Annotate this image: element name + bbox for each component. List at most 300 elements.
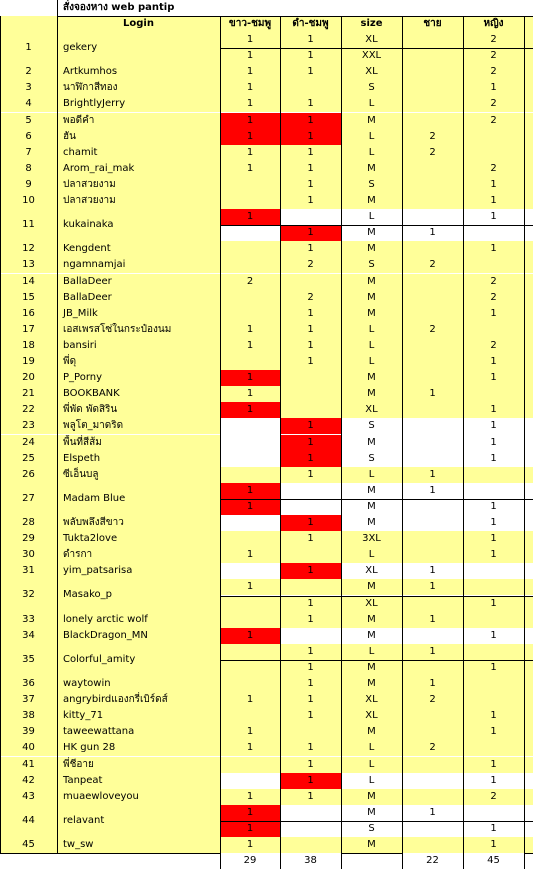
login-name[interactable]: yim_patsarisa <box>57 563 220 579</box>
row-number[interactable]: 32 <box>0 579 57 611</box>
row-number[interactable]: 38 <box>0 708 57 724</box>
female-qty[interactable] <box>463 467 524 483</box>
black-pink-qty[interactable]: 1 <box>280 451 341 467</box>
male-qty[interactable] <box>402 338 463 354</box>
login-name[interactable]: lonely arctic wolf <box>57 612 220 628</box>
size-value[interactable]: M <box>341 274 402 290</box>
empty-cell[interactable] <box>524 660 533 676</box>
empty-cell[interactable] <box>524 708 533 724</box>
empty-cell[interactable] <box>524 789 533 805</box>
white-pink-qty[interactable] <box>220 757 280 773</box>
row-number[interactable]: 26 <box>0 467 57 483</box>
row-number[interactable]: 16 <box>0 306 57 322</box>
male-qty[interactable] <box>402 370 463 386</box>
white-pink-qty[interactable] <box>220 177 280 193</box>
size-value[interactable]: L <box>341 354 402 370</box>
empty-cell[interactable] <box>524 209 533 225</box>
black-pink-qty[interactable] <box>280 274 341 290</box>
empty-cell[interactable] <box>524 354 533 370</box>
empty-cell[interactable] <box>524 805 533 821</box>
male-qty[interactable] <box>402 821 463 837</box>
login-name[interactable]: Madam Blue <box>57 483 220 515</box>
black-pink-qty[interactable]: 1 <box>280 644 341 660</box>
white-pink-qty[interactable]: 1 <box>220 386 280 402</box>
black-pink-qty[interactable]: 2 <box>280 257 341 273</box>
size-value[interactable]: M <box>341 579 402 595</box>
female-qty[interactable]: 2 <box>463 290 524 306</box>
row-number[interactable]: 24 <box>0 435 57 451</box>
white-pink-qty[interactable]: 1 <box>220 48 280 64</box>
female-qty[interactable] <box>463 644 524 660</box>
login-name[interactable]: chamit <box>57 145 220 161</box>
female-qty[interactable]: 1 <box>463 628 524 644</box>
female-qty[interactable]: 1 <box>463 773 524 789</box>
size-value[interactable]: M <box>341 676 402 692</box>
white-pink-qty[interactable]: 1 <box>220 499 280 515</box>
row-number[interactable]: 45 <box>0 837 57 853</box>
login-name[interactable]: tw_sw <box>57 837 220 853</box>
female-qty[interactable] <box>463 225 524 241</box>
black-pink-qty[interactable] <box>280 821 341 837</box>
female-qty[interactable]: 1 <box>463 547 524 563</box>
empty-cell[interactable] <box>524 113 533 129</box>
black-pink-qty[interactable]: 1 <box>280 338 341 354</box>
row-number[interactable]: 27 <box>0 483 57 515</box>
black-pink-qty[interactable]: 1 <box>280 515 341 531</box>
female-qty[interactable] <box>463 579 524 595</box>
total-female[interactable]: 45 <box>463 853 524 869</box>
size-value[interactable]: L <box>341 145 402 161</box>
female-qty[interactable] <box>463 805 524 821</box>
black-pink-qty[interactable]: 1 <box>280 789 341 805</box>
empty-cell[interactable] <box>524 579 533 595</box>
black-pink-qty[interactable]: 1 <box>280 306 341 322</box>
size-value[interactable]: M <box>341 483 402 499</box>
black-pink-qty[interactable] <box>280 386 341 402</box>
female-qty[interactable]: 1 <box>463 402 524 418</box>
white-pink-qty[interactable] <box>220 241 280 257</box>
empty-cell[interactable] <box>524 338 533 354</box>
login-name[interactable]: BlackDragon_MN <box>57 628 220 644</box>
login-name[interactable]: angrybirdแองกรี่เบิร์ดส์ <box>57 692 220 708</box>
white-pink-qty[interactable] <box>220 612 280 628</box>
row-number[interactable]: 43 <box>0 789 57 805</box>
white-pink-qty[interactable] <box>220 676 280 692</box>
size-value[interactable]: M <box>341 612 402 628</box>
row-number[interactable]: 10 <box>0 193 57 209</box>
female-qty[interactable]: 1 <box>463 451 524 467</box>
empty-cell[interactable] <box>524 451 533 467</box>
male-qty[interactable] <box>402 48 463 64</box>
male-qty[interactable]: 2 <box>402 257 463 273</box>
male-qty[interactable]: 1 <box>402 467 463 483</box>
male-qty[interactable] <box>402 547 463 563</box>
login-name[interactable]: relavant <box>57 805 220 837</box>
male-qty[interactable] <box>402 596 463 612</box>
row-number[interactable]: 35 <box>0 644 57 676</box>
black-pink-qty[interactable] <box>280 402 341 418</box>
white-pink-qty[interactable] <box>220 644 280 660</box>
female-qty[interactable]: 1 <box>463 418 524 434</box>
login-name[interactable]: ปลาสวยงาม <box>57 177 220 193</box>
male-qty[interactable] <box>402 177 463 193</box>
size-value[interactable]: M <box>341 628 402 644</box>
male-qty[interactable] <box>402 515 463 531</box>
size-value[interactable]: L <box>341 740 402 756</box>
white-pink-qty[interactable] <box>220 435 280 451</box>
size-value[interactable]: L <box>341 209 402 225</box>
female-qty[interactable] <box>463 612 524 628</box>
row-number[interactable]: 12 <box>0 241 57 257</box>
empty-cell[interactable] <box>524 483 533 499</box>
male-qty[interactable] <box>402 773 463 789</box>
black-pink-qty[interactable]: 1 <box>280 740 341 756</box>
size-value[interactable]: XL <box>341 708 402 724</box>
empty-cell[interactable] <box>524 628 533 644</box>
female-qty[interactable] <box>463 676 524 692</box>
header-white-pink[interactable]: ขาว-ชมพู <box>220 16 280 32</box>
empty-cell[interactable] <box>524 370 533 386</box>
empty-cell[interactable] <box>524 193 533 209</box>
female-qty[interactable] <box>463 692 524 708</box>
black-pink-qty[interactable] <box>280 579 341 595</box>
size-value[interactable]: L <box>341 644 402 660</box>
male-qty[interactable] <box>402 96 463 112</box>
login-name[interactable]: BOOKBANK <box>57 386 220 402</box>
male-qty[interactable] <box>402 113 463 129</box>
black-pink-qty[interactable]: 1 <box>280 145 341 161</box>
header-size[interactable]: size <box>341 16 402 32</box>
empty-cell[interactable] <box>524 80 533 96</box>
male-qty[interactable]: 1 <box>402 225 463 241</box>
header-male[interactable]: ชาย <box>402 16 463 32</box>
size-value[interactable]: S <box>341 821 402 837</box>
row-number[interactable]: 6 <box>0 129 57 145</box>
login-name[interactable]: Masako_p <box>57 579 220 611</box>
size-value[interactable]: M <box>341 193 402 209</box>
male-qty[interactable] <box>402 32 463 48</box>
black-pink-qty[interactable]: 1 <box>280 354 341 370</box>
male-qty[interactable]: 2 <box>402 129 463 145</box>
black-pink-qty[interactable]: 1 <box>280 64 341 80</box>
female-qty[interactable]: 2 <box>463 64 524 80</box>
size-value[interactable]: M <box>341 660 402 676</box>
empty-cell[interactable] <box>524 402 533 418</box>
female-qty[interactable]: 1 <box>463 241 524 257</box>
female-qty[interactable]: 1 <box>463 708 524 724</box>
male-qty[interactable] <box>402 435 463 451</box>
black-pink-qty[interactable] <box>280 628 341 644</box>
white-pink-qty[interactable] <box>220 290 280 306</box>
row-number[interactable]: 41 <box>0 757 57 773</box>
size-value[interactable]: M <box>341 789 402 805</box>
male-qty[interactable] <box>402 628 463 644</box>
male-qty[interactable]: 1 <box>402 644 463 660</box>
white-pink-qty[interactable] <box>220 660 280 676</box>
empty-cell[interactable] <box>524 757 533 773</box>
empty-cell[interactable] <box>524 161 533 177</box>
male-qty[interactable] <box>402 418 463 434</box>
empty-cell[interactable] <box>524 676 533 692</box>
male-qty[interactable] <box>402 64 463 80</box>
size-value[interactable]: M <box>341 241 402 257</box>
white-pink-qty[interactable] <box>220 708 280 724</box>
size-value[interactable]: L <box>341 467 402 483</box>
male-qty[interactable] <box>402 789 463 805</box>
male-qty[interactable] <box>402 724 463 740</box>
male-qty[interactable] <box>402 306 463 322</box>
login-name[interactable]: พี่ชีอาย <box>57 757 220 773</box>
size-value[interactable]: S <box>341 418 402 434</box>
empty-cell[interactable] <box>524 596 533 612</box>
male-qty[interactable] <box>402 660 463 676</box>
row-number[interactable]: 31 <box>0 563 57 579</box>
size-value[interactable]: S <box>341 177 402 193</box>
size-value[interactable]: M <box>341 515 402 531</box>
male-qty[interactable]: 1 <box>402 805 463 821</box>
black-pink-qty[interactable]: 1 <box>280 48 341 64</box>
size-value[interactable]: S <box>341 80 402 96</box>
black-pink-qty[interactable]: 1 <box>280 660 341 676</box>
white-pink-qty[interactable] <box>220 515 280 531</box>
empty-cell[interactable] <box>524 531 533 547</box>
empty-cell[interactable] <box>524 290 533 306</box>
size-value[interactable]: L <box>341 96 402 112</box>
row-number[interactable]: 5 <box>0 113 57 129</box>
row-number[interactable]: 2 <box>0 64 57 80</box>
black-pink-qty[interactable]: 1 <box>280 113 341 129</box>
black-pink-qty[interactable] <box>280 724 341 740</box>
row-number[interactable]: 29 <box>0 531 57 547</box>
female-qty[interactable]: 1 <box>463 757 524 773</box>
male-qty[interactable]: 1 <box>402 676 463 692</box>
size-value[interactable]: M <box>341 306 402 322</box>
black-pink-qty[interactable] <box>280 805 341 821</box>
white-pink-qty[interactable]: 1 <box>220 322 280 338</box>
size-value[interactable]: M <box>341 837 402 853</box>
login-name[interactable]: ngamnamjai <box>57 257 220 273</box>
female-qty[interactable]: 2 <box>463 113 524 129</box>
female-qty[interactable] <box>463 483 524 499</box>
black-pink-qty[interactable]: 1 <box>280 177 341 193</box>
male-qty[interactable] <box>402 193 463 209</box>
login-name[interactable]: Kengdent <box>57 241 220 257</box>
male-qty[interactable] <box>402 451 463 467</box>
size-value[interactable]: XL <box>341 563 402 579</box>
white-pink-qty[interactable]: 1 <box>220 338 280 354</box>
black-pink-qty[interactable]: 1 <box>280 241 341 257</box>
login-name[interactable]: Arom_rai_mak <box>57 161 220 177</box>
white-pink-qty[interactable]: 1 <box>220 805 280 821</box>
login-name[interactable]: Artkumhos <box>57 64 220 80</box>
white-pink-qty[interactable]: 1 <box>220 370 280 386</box>
login-name[interactable]: muaewloveyou <box>57 789 220 805</box>
row-number[interactable]: 34 <box>0 628 57 644</box>
female-qty[interactable]: 1 <box>463 499 524 515</box>
row-number[interactable]: 19 <box>0 354 57 370</box>
size-value[interactable]: M <box>341 161 402 177</box>
total-black-pink[interactable]: 38 <box>280 853 341 869</box>
female-qty[interactable]: 1 <box>463 209 524 225</box>
male-qty[interactable]: 1 <box>402 483 463 499</box>
empty-cell[interactable] <box>524 644 533 660</box>
female-qty[interactable] <box>463 386 524 402</box>
black-pink-qty[interactable] <box>280 547 341 563</box>
male-qty[interactable] <box>402 354 463 370</box>
female-qty[interactable]: 2 <box>463 161 524 177</box>
female-qty[interactable]: 2 <box>463 789 524 805</box>
size-value[interactable]: L <box>341 129 402 145</box>
row-number[interactable]: 11 <box>0 209 57 241</box>
male-qty[interactable] <box>402 499 463 515</box>
row-number[interactable]: 14 <box>0 274 57 290</box>
black-pink-qty[interactable]: 1 <box>280 467 341 483</box>
header-login[interactable]: Login <box>57 16 220 32</box>
white-pink-qty[interactable] <box>220 467 280 483</box>
female-qty[interactable]: 2 <box>463 96 524 112</box>
female-qty[interactable] <box>463 257 524 273</box>
male-qty[interactable] <box>402 290 463 306</box>
login-name[interactable]: BrightlyJerry <box>57 96 220 112</box>
empty-cell[interactable] <box>524 241 533 257</box>
black-pink-qty[interactable]: 1 <box>280 418 341 434</box>
row-number[interactable]: 40 <box>0 740 57 756</box>
white-pink-qty[interactable] <box>220 418 280 434</box>
row-number[interactable]: 9 <box>0 177 57 193</box>
login-name[interactable]: JB_Milk <box>57 306 220 322</box>
empty-cell[interactable] <box>524 145 533 161</box>
white-pink-qty[interactable] <box>220 193 280 209</box>
header-black-pink[interactable]: ดำ-ชมพู <box>280 16 341 32</box>
row-number[interactable]: 22 <box>0 402 57 418</box>
row-number[interactable]: 1 <box>0 32 57 64</box>
black-pink-qty[interactable]: 1 <box>280 676 341 692</box>
row-number[interactable]: 18 <box>0 338 57 354</box>
size-value[interactable]: M <box>341 386 402 402</box>
size-value[interactable]: M <box>341 435 402 451</box>
login-name[interactable]: Tanpeat <box>57 773 220 789</box>
empty-cell[interactable] <box>524 177 533 193</box>
black-pink-qty[interactable]: 1 <box>280 435 341 451</box>
header-female[interactable]: หญิง <box>463 16 524 32</box>
empty-cell[interactable] <box>524 692 533 708</box>
black-pink-qty[interactable]: 1 <box>280 563 341 579</box>
login-name[interactable]: พี่พัด พัดสิริน <box>57 402 220 418</box>
female-qty[interactable]: 1 <box>463 515 524 531</box>
size-value[interactable]: 3XL <box>341 531 402 547</box>
login-name[interactable]: Colorful_amity <box>57 644 220 676</box>
female-qty[interactable]: 1 <box>463 370 524 386</box>
black-pink-qty[interactable]: 1 <box>280 596 341 612</box>
female-qty[interactable]: 1 <box>463 660 524 676</box>
female-qty[interactable]: 1 <box>463 177 524 193</box>
login-name[interactable]: BallaDeer <box>57 290 220 306</box>
white-pink-qty[interactable]: 1 <box>220 64 280 80</box>
female-qty[interactable]: 1 <box>463 837 524 853</box>
black-pink-qty[interactable]: 1 <box>280 193 341 209</box>
login-name[interactable]: taweewattana <box>57 724 220 740</box>
login-name[interactable]: ปลาสวยงาม <box>57 193 220 209</box>
empty-cell[interactable] <box>524 837 533 853</box>
row-number[interactable]: 8 <box>0 161 57 177</box>
size-value[interactable]: M <box>341 290 402 306</box>
size-value[interactable]: XL <box>341 64 402 80</box>
size-value[interactable]: L <box>341 773 402 789</box>
black-pink-qty[interactable]: 1 <box>280 773 341 789</box>
row-number[interactable]: 37 <box>0 692 57 708</box>
black-pink-qty[interactable]: 1 <box>280 161 341 177</box>
total-male[interactable]: 22 <box>402 853 463 869</box>
login-name[interactable]: BallaDeer <box>57 274 220 290</box>
black-pink-qty[interactable]: 1 <box>280 322 341 338</box>
row-number[interactable]: 30 <box>0 547 57 563</box>
empty-cell[interactable] <box>524 499 533 515</box>
black-pink-qty[interactable]: 1 <box>280 96 341 112</box>
empty-cell[interactable] <box>524 435 533 451</box>
male-qty[interactable] <box>402 241 463 257</box>
white-pink-qty[interactable]: 1 <box>220 740 280 756</box>
login-name[interactable]: ซีเอ็นบลู <box>57 467 220 483</box>
male-qty[interactable]: 1 <box>402 563 463 579</box>
female-qty[interactable]: 1 <box>463 193 524 209</box>
white-pink-qty[interactable] <box>220 596 280 612</box>
login-name[interactable]: ดำรกา <box>57 547 220 563</box>
login-name[interactable]: gekery <box>57 32 220 64</box>
white-pink-qty[interactable]: 1 <box>220 32 280 48</box>
male-qty[interactable]: 1 <box>402 579 463 595</box>
empty-cell[interactable] <box>524 48 533 64</box>
login-name[interactable]: พลูโต_มาดริด <box>57 418 220 434</box>
female-qty[interactable]: 2 <box>463 338 524 354</box>
male-qty[interactable] <box>402 209 463 225</box>
login-name[interactable]: พลับพลึงสีขาว <box>57 515 220 531</box>
row-number[interactable]: 21 <box>0 386 57 402</box>
female-qty[interactable]: 2 <box>463 274 524 290</box>
black-pink-qty[interactable] <box>280 209 341 225</box>
male-qty[interactable] <box>402 274 463 290</box>
empty-cell[interactable] <box>524 386 533 402</box>
male-qty[interactable] <box>402 837 463 853</box>
female-qty[interactable] <box>463 322 524 338</box>
size-value[interactable]: XL <box>341 596 402 612</box>
login-name[interactable]: kukainaka <box>57 209 220 241</box>
white-pink-qty[interactable] <box>220 354 280 370</box>
empty-cell[interactable] <box>524 32 533 48</box>
white-pink-qty[interactable]: 1 <box>220 692 280 708</box>
empty-cell[interactable] <box>524 821 533 837</box>
size-value[interactable]: L <box>341 322 402 338</box>
black-pink-qty[interactable] <box>280 837 341 853</box>
male-qty[interactable]: 1 <box>402 386 463 402</box>
female-qty[interactable] <box>463 740 524 756</box>
size-value[interactable]: M <box>341 225 402 241</box>
female-qty[interactable]: 1 <box>463 531 524 547</box>
empty-cell[interactable] <box>524 306 533 322</box>
female-qty[interactable]: 1 <box>463 435 524 451</box>
white-pink-qty[interactable]: 1 <box>220 161 280 177</box>
white-pink-qty[interactable]: 1 <box>220 96 280 112</box>
male-qty[interactable] <box>402 708 463 724</box>
empty-cell[interactable] <box>524 64 533 80</box>
female-qty[interactable] <box>463 145 524 161</box>
row-number[interactable]: 4 <box>0 96 57 112</box>
female-qty[interactable]: 1 <box>463 80 524 96</box>
empty-cell[interactable] <box>524 515 533 531</box>
black-pink-qty[interactable] <box>280 483 341 499</box>
white-pink-qty[interactable]: 1 <box>220 628 280 644</box>
white-pink-qty[interactable]: 1 <box>220 483 280 499</box>
white-pink-qty[interactable] <box>220 563 280 579</box>
